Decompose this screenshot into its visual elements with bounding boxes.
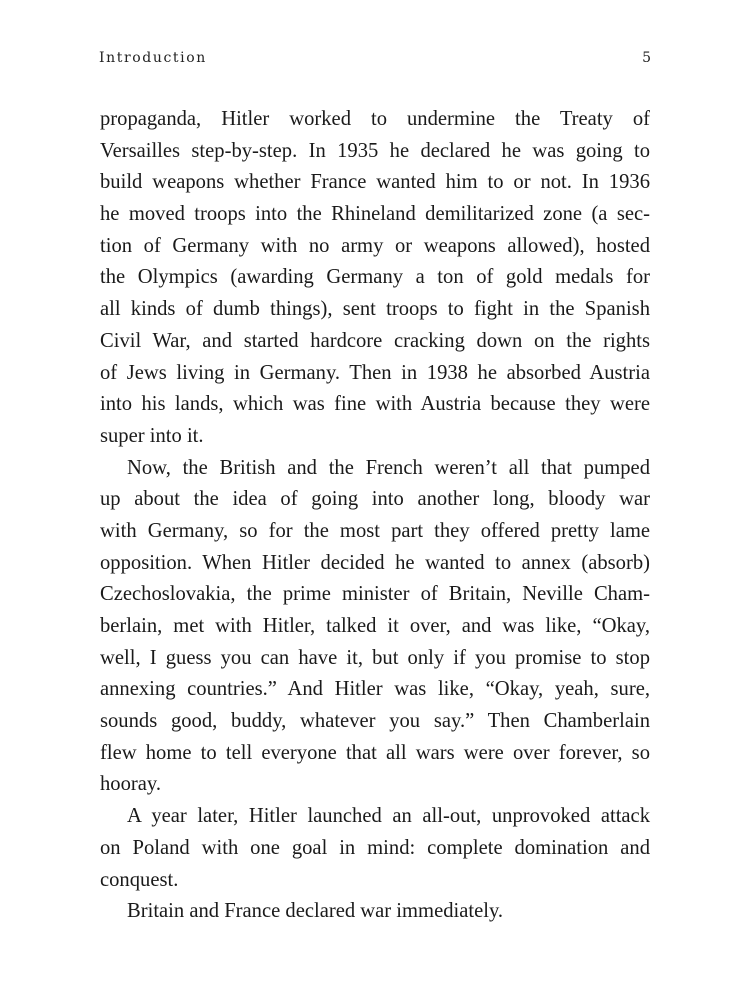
text-line: tion of Germany with no army or weapons allowed), hosted	[100, 234, 650, 257]
text-line: with Germany, so for the most part they offered pretty lame	[100, 519, 650, 542]
paragraph	[100, 801, 650, 896]
text-line: conquest.	[100, 868, 179, 891]
text-line: Czechoslovakia, the prime minister of Britain, Neville Cham-	[100, 583, 650, 606]
paragraph	[100, 104, 650, 453]
paragraph	[100, 896, 650, 928]
text-line: A year later, Hitler launched an all-out, unprovoked attack	[127, 805, 650, 828]
body-text	[100, 104, 650, 928]
text-line: of Jews living in Germany. Then in 1938 he absorbed Austria	[100, 361, 650, 384]
running-title: Introduction	[99, 50, 207, 66]
text-line: sounds good, buddy, whatever you say.” Then Chamberlain	[100, 710, 650, 733]
text-line: all kinds of dumb things), sent troops to fight in the Spanish	[100, 298, 650, 321]
text-line: build weapons whether France wanted him to or not. In 1936	[100, 171, 650, 194]
text-line: opposition. When Hitler decided he wanted to annex (absorb)	[100, 551, 650, 574]
text-line: super into it.	[100, 424, 204, 447]
text-line: into his lands, which was fine with Austria because they were	[100, 393, 650, 416]
text-line: the Olympics (awarding Germany a ton of gold medals for	[100, 266, 650, 289]
text-line: flew home to tell everyone that all wars were over forever, so	[100, 741, 650, 764]
text-line: Now, the British and the French weren’t all that pumped	[127, 456, 650, 479]
text-line: up about the idea of going into another long, bloody war	[100, 488, 650, 511]
text-line: he moved troops into the Rhineland demilitarized zone (a sec-	[100, 203, 650, 226]
running-head	[99, 50, 651, 72]
text-line: well, I guess you can have it, but only if you promise to stop	[100, 646, 650, 669]
text-line: Versailles step-by-step. In 1935 he declared he was going to	[100, 139, 650, 162]
text-line: hooray.	[100, 773, 161, 796]
paragraph	[100, 453, 650, 802]
text-line: on Poland with one goal in mind: complete domination and	[100, 836, 650, 859]
page-number: 5	[642, 50, 651, 66]
text-line: Britain and France declared war immediately.	[127, 900, 504, 923]
text-line: berlain, met with Hitler, talked it over, and was like, “Okay,	[100, 615, 650, 637]
text-line: annexing countries.” And Hitler was like, “Okay, yeah, sure,	[100, 678, 650, 701]
text-line: propaganda, Hitler worked to undermine the Treaty of	[100, 108, 650, 130]
text-line: Civil War, and started hardcore cracking down on the rights	[100, 329, 650, 352]
